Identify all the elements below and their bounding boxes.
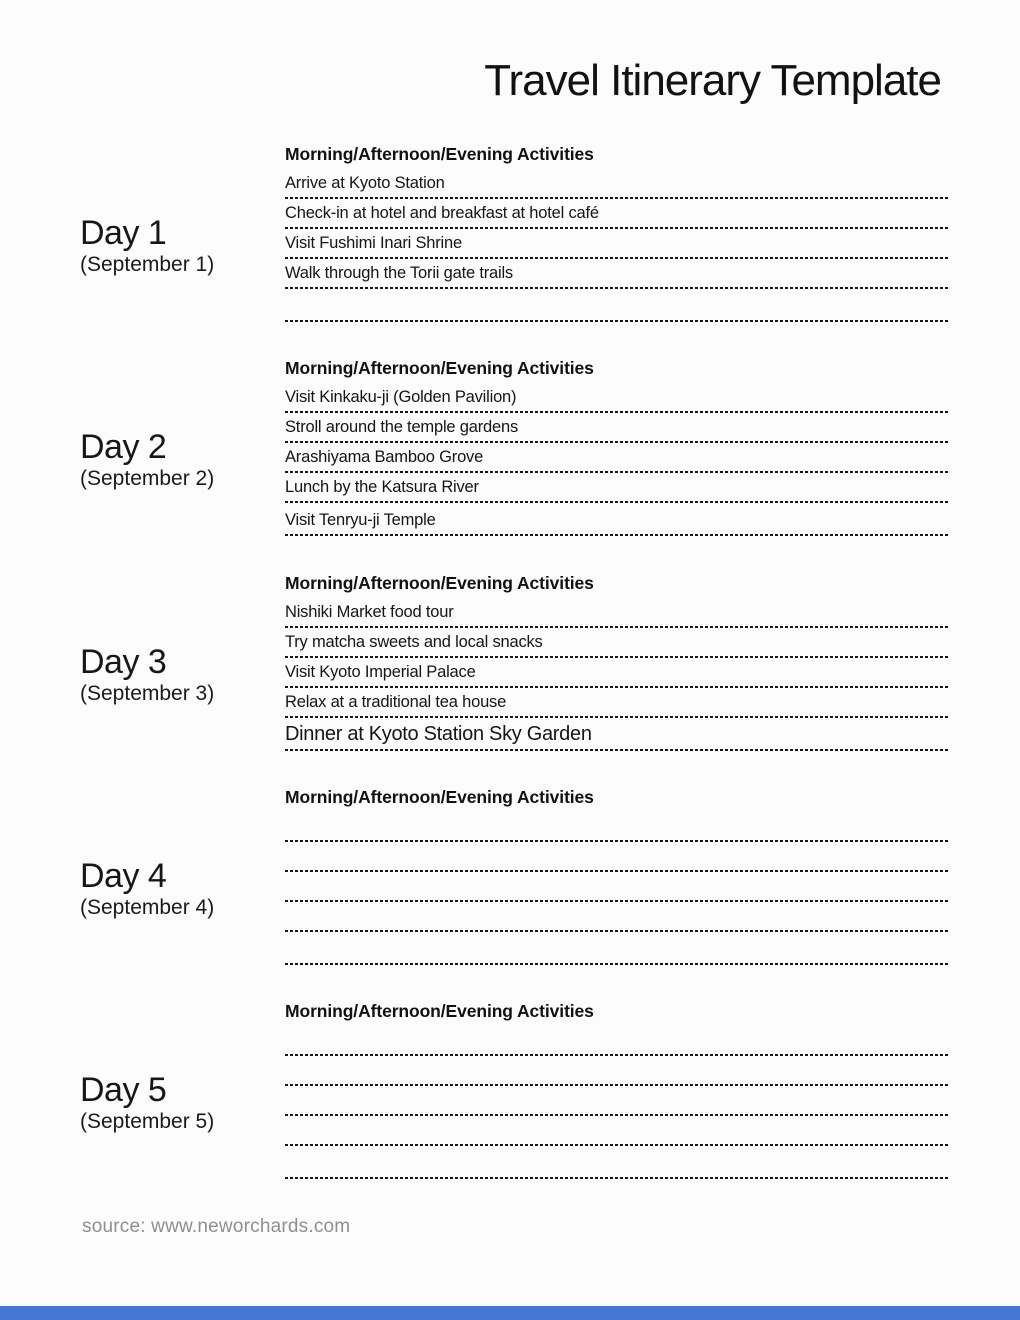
- activity-row: [285, 169, 948, 199]
- day-1-label: [80, 214, 214, 278]
- source-note: source: www.neworchards.com: [82, 1216, 351, 1237]
- activity-row: [285, 1086, 948, 1116]
- day-1-section: [0, 144, 1020, 344]
- activity-row: [285, 1116, 948, 1146]
- activity-text: Visit Fushimi Inari Shrine: [285, 234, 462, 252]
- day-3-section: [0, 573, 1020, 773]
- activity-row: [285, 598, 948, 628]
- day-5-section: [0, 1001, 1020, 1201]
- day-title: Day 1: [80, 214, 167, 252]
- activity-text: Try matcha sweets and local snacks: [285, 633, 543, 651]
- day-date: (September 5): [80, 1110, 215, 1133]
- activity-text: Arrive at Kyoto Station: [285, 174, 445, 192]
- activity-row: [285, 259, 948, 289]
- activity-text: Lunch by the Katsura River: [285, 478, 479, 496]
- page-title: Travel Itinerary Template: [484, 56, 941, 105]
- activities-rows: [285, 598, 948, 751]
- activity-text: Stroll around the temple gardens: [285, 418, 518, 436]
- activity-text: Visit Kyoto Imperial Palace: [285, 663, 476, 681]
- day-title: Day 3: [80, 643, 167, 681]
- activity-row: [285, 199, 948, 229]
- activities-rows: [285, 169, 948, 322]
- day-date: (September 3): [80, 682, 215, 705]
- day-date: (September 1): [80, 253, 215, 276]
- day-2-activities: [285, 358, 948, 536]
- activities-header: Morning/Afternoon/Evening Activities: [285, 787, 594, 807]
- activity-text: Arashiyama Bamboo Grove: [285, 448, 484, 466]
- activity-text: Visit Tenryu-ji Temple: [285, 511, 436, 529]
- activity-text: Nishiki Market food tour: [285, 603, 454, 621]
- day-2-section: [0, 358, 1020, 558]
- day-4-activities: [285, 787, 948, 965]
- activity-row: [285, 842, 948, 872]
- activity-text: Visit Kinkaku-ji (Golden Pavilion): [285, 388, 517, 406]
- activity-row: [285, 902, 948, 932]
- day-date: (September 2): [80, 467, 215, 490]
- activity-row: [285, 1146, 948, 1179]
- activity-row: [285, 812, 948, 842]
- activity-row: [285, 872, 948, 902]
- activities-rows: [285, 1026, 948, 1179]
- activity-row: [285, 718, 948, 751]
- day-5-label: [80, 1071, 214, 1135]
- activity-row: [285, 688, 948, 718]
- activity-row: [285, 1026, 948, 1056]
- day-title: Day 4: [80, 857, 167, 895]
- day-1-activities: [285, 144, 948, 322]
- activity-row: [285, 932, 948, 965]
- activities-rows: [285, 812, 948, 965]
- activity-text: Dinner at Kyoto Station Sky Garden: [285, 723, 592, 745]
- activity-row: [285, 289, 948, 322]
- activity-row: [285, 413, 948, 443]
- day-5-activities: [285, 1001, 948, 1179]
- activity-row: [285, 628, 948, 658]
- day-4-label: [80, 857, 214, 921]
- activity-row: [285, 443, 948, 473]
- activity-row: [285, 383, 948, 413]
- activities-header: Morning/Afternoon/Evening Activities: [285, 358, 594, 378]
- footer-accent-bar: [0, 1306, 1020, 1320]
- day-4-section: [0, 787, 1020, 987]
- day-3-activities: [285, 573, 948, 751]
- day-date: (September 4): [80, 896, 215, 919]
- activity-text: Walk through the Torii gate trails: [285, 264, 513, 282]
- day-title: Day 5: [80, 1071, 167, 1109]
- day-title: Day 2: [80, 428, 167, 466]
- activity-text: Check-in at hotel and breakfast at hotel café: [285, 204, 599, 222]
- activity-row: [285, 473, 948, 503]
- day-2-label: [80, 428, 214, 492]
- activity-row: [285, 658, 948, 688]
- activity-row: [285, 503, 948, 536]
- activity-text: Relax at a traditional tea house: [285, 693, 507, 711]
- activities-header: Morning/Afternoon/Evening Activities: [285, 144, 594, 164]
- activity-row: [285, 229, 948, 259]
- activities-rows: [285, 383, 948, 536]
- activity-row: [285, 1056, 948, 1086]
- activities-header: Morning/Afternoon/Evening Activities: [285, 573, 594, 593]
- day-3-label: [80, 643, 214, 707]
- activities-header: Morning/Afternoon/Evening Activities: [285, 1001, 594, 1021]
